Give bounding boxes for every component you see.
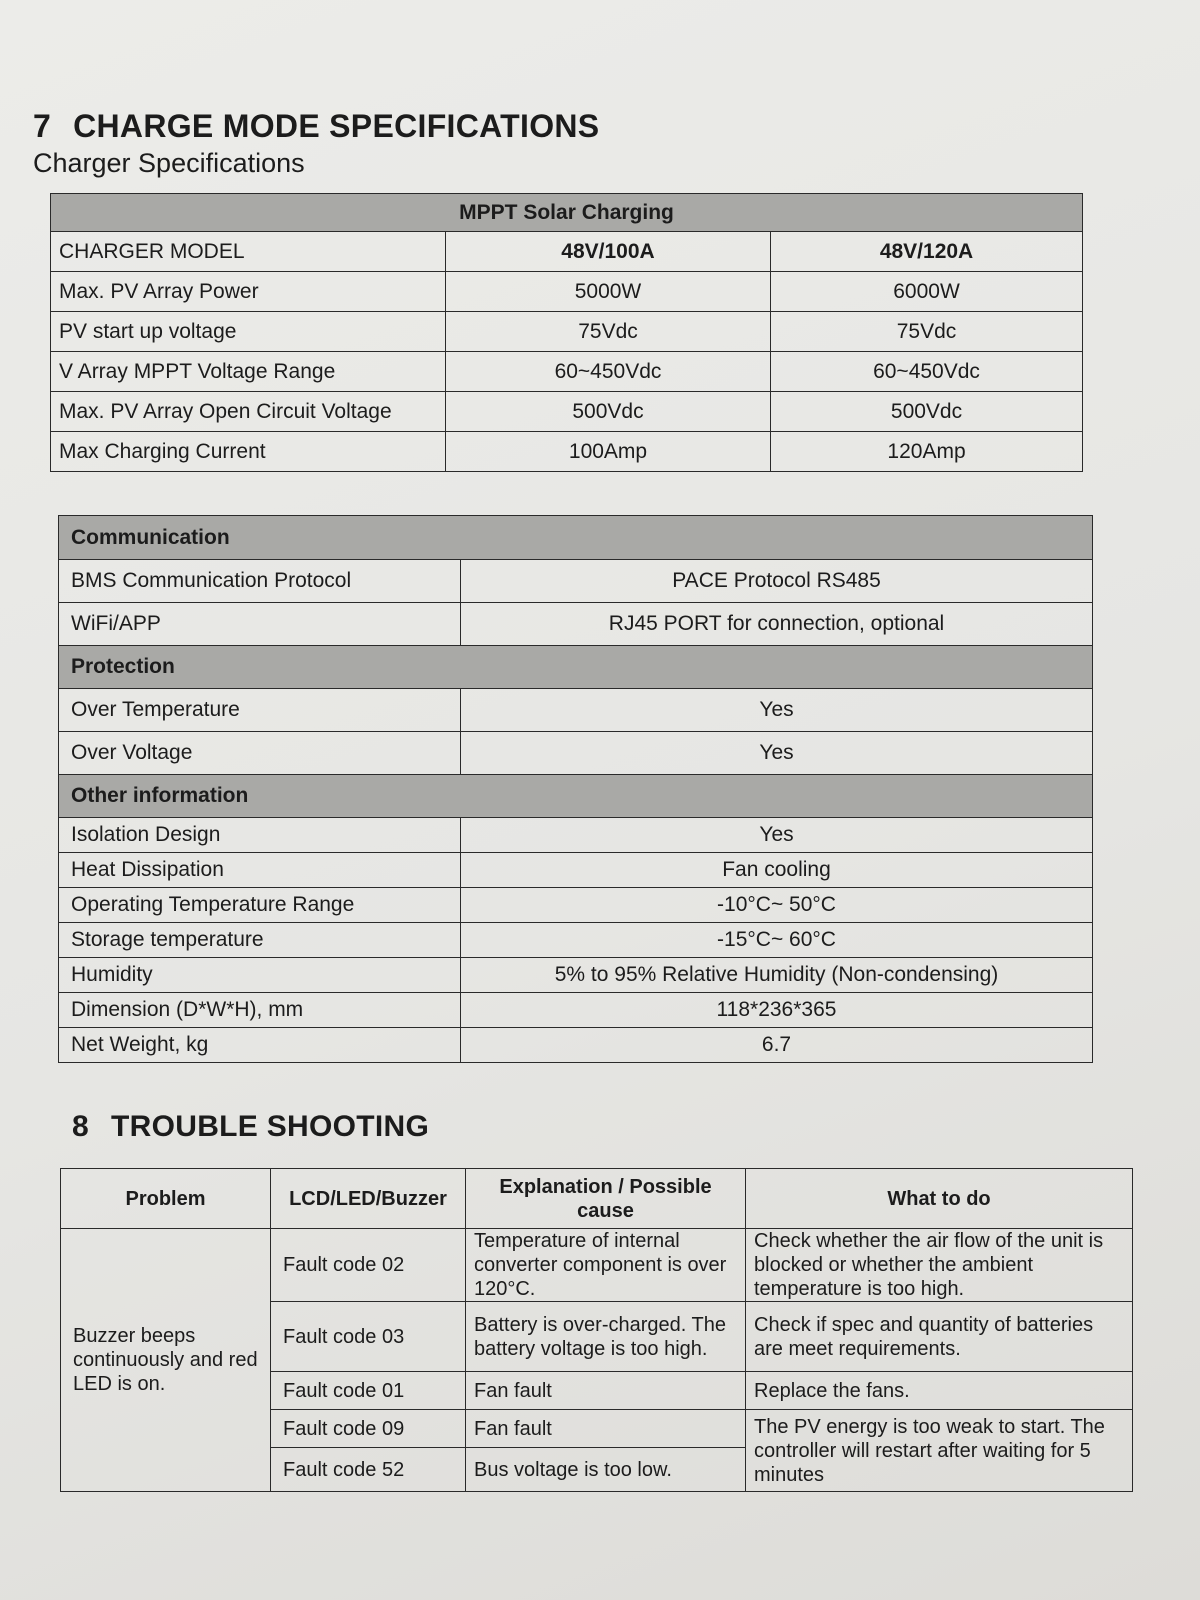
troubleshooting-table xyxy=(60,1168,1133,1492)
table-row xyxy=(59,923,1093,958)
cell-value: PACE Protocol RS485 xyxy=(461,560,1093,603)
action-cell: Check whether the air flow of the unit is blocked or whether the ambient temperature is too high. xyxy=(746,1229,1133,1302)
charger-spec-table xyxy=(50,193,1083,472)
fault-code: Fault code 09 xyxy=(271,1410,466,1448)
cell-value: 60~450Vdc xyxy=(446,352,771,392)
row-label: Net Weight, kg xyxy=(59,1028,461,1063)
fault-code: Fault code 02 xyxy=(271,1229,466,1302)
cell-value: 6.7 xyxy=(461,1028,1093,1063)
table-row xyxy=(51,232,1083,272)
row-label: PV start up voltage xyxy=(51,312,446,352)
general-spec-table xyxy=(58,515,1093,1063)
section-number: 8 xyxy=(72,1110,89,1143)
table-row xyxy=(59,888,1093,923)
row-label: WiFi/APP xyxy=(59,603,461,646)
table-row xyxy=(59,958,1093,993)
row-label: Max Charging Current xyxy=(51,432,446,472)
cause-cell: Bus voltage is too low. xyxy=(466,1448,746,1492)
row-label: Max. PV Array Open Circuit Voltage xyxy=(51,392,446,432)
cause-cell: Temperature of internal converter component is over 120°C. xyxy=(466,1229,746,1302)
cell-value: RJ45 PORT for connection, optional xyxy=(461,603,1093,646)
row-label: Dimension (D*W*H), mm xyxy=(59,993,461,1028)
column-header: Explanation / Possible cause xyxy=(466,1169,746,1229)
table-row xyxy=(59,560,1093,603)
table-row xyxy=(51,352,1083,392)
cell-value: 75Vdc xyxy=(446,312,771,352)
group-header-other: Other information xyxy=(59,775,1093,818)
cell-value: 60~450Vdc xyxy=(771,352,1083,392)
row-label: Over Temperature xyxy=(59,689,461,732)
table-row xyxy=(59,993,1093,1028)
cell-value: 100Amp xyxy=(446,432,771,472)
table-row xyxy=(51,392,1083,432)
problem-cell: Buzzer beeps continuously and red LED is on. xyxy=(61,1229,271,1492)
table-row xyxy=(59,732,1093,775)
table-row xyxy=(59,603,1093,646)
section-title: TROUBLE SHOOTING xyxy=(111,1110,430,1143)
cell-value: 48V/100A xyxy=(446,232,771,272)
cell-value: Yes xyxy=(461,818,1093,853)
fault-code: Fault code 01 xyxy=(271,1372,466,1410)
table-row xyxy=(51,432,1083,472)
table-row xyxy=(59,1028,1093,1063)
group-header-protection: Protection xyxy=(59,646,1093,689)
fault-code: Fault code 03 xyxy=(271,1302,466,1372)
row-label: Isolation Design xyxy=(59,818,461,853)
row-label: Max. PV Array Power xyxy=(51,272,446,312)
column-header: Problem xyxy=(61,1169,271,1229)
table-row xyxy=(61,1229,1133,1302)
table-row xyxy=(51,272,1083,312)
row-label: Storage temperature xyxy=(59,923,461,958)
group-header-communication: Communication xyxy=(59,516,1093,560)
action-cell: Replace the fans. xyxy=(746,1372,1133,1410)
column-header: What to do xyxy=(746,1169,1133,1229)
section-subtitle: Charger Specifications xyxy=(33,148,305,178)
cause-cell: Fan fault xyxy=(466,1410,746,1448)
action-cell: The PV energy is too weak to start. The controller will restart after waiting for 5 minutes xyxy=(746,1410,1133,1492)
action-cell: Check if spec and quantity of batteries are meet requirements. xyxy=(746,1302,1133,1372)
cell-value: 118*236*365 xyxy=(461,993,1093,1028)
cell-value: 500Vdc xyxy=(446,392,771,432)
cell-value: -15°C~ 60°C xyxy=(461,923,1093,958)
row-label: Over Voltage xyxy=(59,732,461,775)
section-title: CHARGE MODE SPECIFICATIONS xyxy=(73,108,600,144)
row-label: Heat Dissipation xyxy=(59,853,461,888)
section-7-heading xyxy=(33,108,599,145)
cell-value: 120Amp xyxy=(771,432,1083,472)
section-8-heading xyxy=(72,1110,429,1144)
cell-value: 75Vdc xyxy=(771,312,1083,352)
cell-value: Yes xyxy=(461,732,1093,775)
cell-value: 5% to 95% Relative Humidity (Non-condensing) xyxy=(461,958,1093,993)
section-number: 7 xyxy=(33,108,52,144)
column-header: LCD/LED/Buzzer xyxy=(271,1169,466,1229)
table-row xyxy=(59,689,1093,732)
cell-value: 48V/120A xyxy=(771,232,1083,272)
row-label: V Array MPPT Voltage Range xyxy=(51,352,446,392)
table-row xyxy=(59,818,1093,853)
cell-value: Fan cooling xyxy=(461,853,1093,888)
row-label: Humidity xyxy=(59,958,461,993)
cause-cell: Fan fault xyxy=(466,1372,746,1410)
cell-value: Yes xyxy=(461,689,1093,732)
table-header: MPPT Solar Charging xyxy=(51,194,1083,232)
row-label: CHARGER MODEL xyxy=(51,232,446,272)
cause-cell: Battery is over-charged. The battery voltage is too high. xyxy=(466,1302,746,1372)
cell-value: 6000W xyxy=(771,272,1083,312)
table-row xyxy=(51,312,1083,352)
cell-value: 5000W xyxy=(446,272,771,312)
row-label: Operating Temperature Range xyxy=(59,888,461,923)
table-row xyxy=(59,853,1093,888)
cell-value: -10°C~ 50°C xyxy=(461,888,1093,923)
cell-value: 500Vdc xyxy=(771,392,1083,432)
fault-code: Fault code 52 xyxy=(271,1448,466,1492)
row-label: BMS Communication Protocol xyxy=(59,560,461,603)
